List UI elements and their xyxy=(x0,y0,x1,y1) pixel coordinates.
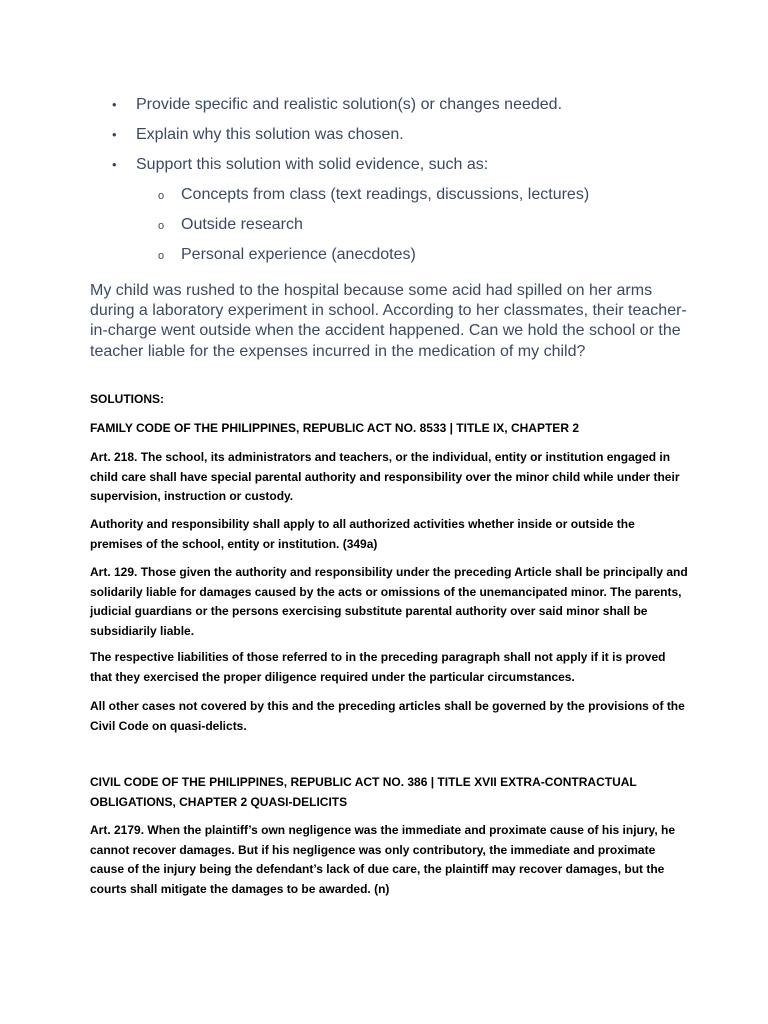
solutions-heading: SOLUTIONS: xyxy=(90,392,164,406)
family-code-art-218: Art. 218. The school, its administrators and teachers, or the individual, entity or institution engaged in child care shall have special parental authority and responsibility over the minor child while under their supervision, instruction or custody. xyxy=(90,450,680,503)
bullet-circle-icon: o xyxy=(158,250,165,262)
list-item: • Support this solution with solid evidence, such as: xyxy=(0,150,589,180)
bullet-circle-icon: o xyxy=(158,220,165,232)
bullet-dot-icon: • xyxy=(112,157,117,172)
bullet-circle-icon: o xyxy=(158,190,165,202)
civil-code-art-2179: Art. 2179. When the plaintiff’s own negligence was the immediate and proximate cause of his injury, he cannot recover damages. But if his negligence was only contributory, the immediate and proximate cause of the injury being the defendant’s lack of due care, the plaintiff may recover damages, but the courts shall mitigate the damages to be awarded. (n) xyxy=(90,823,676,896)
bullet-dot-icon: • xyxy=(112,127,117,142)
bullet-dot-icon: • xyxy=(112,97,117,112)
family-code-liabilities-paragraph: The respective liabilities of those referred to in the preceding paragraph shall not apply if it is proved that they exercised the proper diligence required under the particular circumstances. xyxy=(90,650,666,684)
sub-list-item: o Personal experience (anecdotes) xyxy=(0,240,589,270)
list-item: • Explain why this solution was chosen. xyxy=(0,120,589,150)
family-code-art-129: Art. 129. Those given the authority and responsibility under the preceding Article shall be principally and solidarily liable for damages caused by the acts or omissions of the unemancipated minor. The parents, judicial guardians or the persons exercising substitute parental authority over said minor shall be subsidiarily liable. xyxy=(90,565,688,638)
sub-list-item: o Concepts from class (text readings, discussions, lectures) xyxy=(0,180,589,210)
civil-code-heading: CIVIL CODE OF THE PHILIPPINES, REPUBLIC ACT NO. 386 | TITLE XVII EXTRA-CONTRACTUAL OBLIGATIONS, CHAPTER 2 QUASI-DELICITS xyxy=(90,775,637,809)
instruction-list xyxy=(0,90,589,270)
sub-list-item: o Outside research xyxy=(0,210,589,240)
list-item: • Provide specific and realistic solution(s) or changes needed. xyxy=(0,90,589,120)
family-code-other-cases-paragraph: All other cases not covered by this and the preceding articles shall be governed by the provisions of the Civil Code on quasi-delicts. xyxy=(90,699,685,733)
family-code-authority-paragraph: Authority and responsibility shall apply to all authorized activities whether inside or outside the premises of the school, entity or institution. (349a) xyxy=(90,517,635,551)
question-paragraph: My child was rushed to the hospital because some acid had spilled on her arms during a laboratory experiment in school. According to her classmates, their teacher-in-charge went outside when the accident happened. Can we hold the school or the teacher liable for the expenses incurred in the medication of my child? xyxy=(90,282,687,360)
family-code-heading: FAMILY CODE OF THE PHILIPPINES, REPUBLIC ACT NO. 8533 | TITLE IX, CHAPTER 2 xyxy=(90,421,579,435)
